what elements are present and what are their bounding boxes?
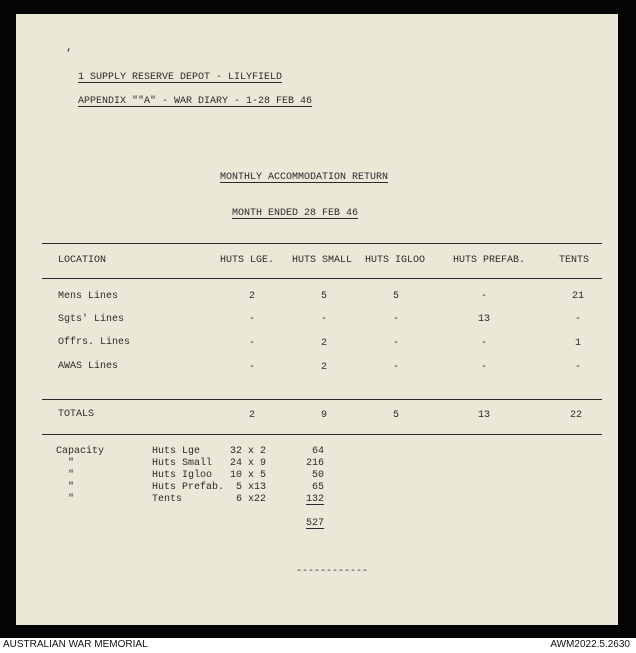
header-huts-small: HUTS SMALL: [291, 255, 352, 266]
total-huts-small: 9: [320, 410, 327, 421]
cell-huts-lge: -: [248, 338, 255, 349]
cell-huts-small: 2: [320, 362, 327, 373]
cell-huts-lge: -: [248, 362, 255, 373]
catalogue-id: AWM2022.5.2630: [550, 639, 630, 650]
row-location: AWAS Lines: [58, 361, 119, 372]
header-huts-igloo: HUTS IGLOO: [364, 255, 425, 266]
capacity-value: 64: [311, 446, 324, 457]
month-subtitle: MONTH ENDED 28 FEB 46: [232, 208, 359, 219]
header-location: LOCATION: [58, 255, 107, 266]
cell-huts-igloo: -: [392, 314, 399, 325]
cell-huts-small: 5: [320, 291, 327, 302]
cell-tents: -: [574, 362, 581, 373]
header-huts-lge: HUTS LGE.: [219, 255, 274, 266]
totals-label: TOTALS: [58, 409, 95, 420]
capacity-total: 527: [305, 518, 324, 529]
totals-bottom-rule: [42, 434, 602, 435]
appendix-heading: APPENDIX ""A" - WAR DIARY - 1-28 FEB 46: [78, 96, 313, 107]
ditto-mark: ": [68, 470, 75, 481]
capacity-calc: 6 x22: [235, 494, 266, 505]
capacity-type: Huts Igloo: [152, 470, 213, 481]
institution-name: AUSTRALIAN WAR MEMORIAL: [3, 639, 148, 650]
capacity-type: Tents: [152, 494, 183, 505]
cell-huts-igloo: 5: [392, 291, 399, 302]
ditto-mark: ": [68, 482, 75, 493]
total-tents: 22: [569, 410, 582, 421]
capacity-value: 132: [305, 494, 324, 505]
total-huts-igloo: 5: [392, 410, 399, 421]
totals-top-rule: [42, 399, 602, 400]
table-top-rule: [42, 243, 602, 244]
row-location: Mens Lines: [58, 291, 119, 302]
cell-huts-prefab: 13: [477, 314, 490, 325]
capacity-type: Huts Small: [152, 458, 213, 469]
cell-huts-prefab: -: [480, 362, 487, 373]
cell-huts-small: 2: [320, 338, 327, 349]
row-location: Offrs. Lines: [58, 337, 131, 348]
header-huts-prefab: HUTS PREFAB.: [452, 255, 525, 266]
cell-huts-igloo: -: [392, 338, 399, 349]
archive-footer: [0, 638, 636, 653]
capacity-calc: 24 x 9: [229, 458, 266, 469]
ditto-mark: ": [68, 458, 75, 469]
total-huts-prefab: 13: [477, 410, 490, 421]
total-huts-lge: 2: [248, 410, 255, 421]
table-header-rule: [42, 278, 602, 279]
capacity-value: 50: [311, 470, 324, 481]
return-title: MONTHLY ACCOMMODATION RETURN: [220, 172, 389, 183]
capacity-calc: 10 x 5: [229, 470, 266, 481]
cell-huts-lge: 2: [248, 291, 255, 302]
cell-tents: 1: [574, 338, 581, 349]
depot-heading: 1 SUPPLY RESERVE DEPOT - LILYFIELD: [78, 72, 283, 83]
cell-huts-prefab: -: [480, 291, 487, 302]
ditto-mark: ": [68, 494, 75, 505]
capacity-calc: 5 x13: [235, 482, 266, 493]
cell-huts-igloo: -: [392, 362, 399, 373]
cell-huts-lge: -: [248, 314, 255, 325]
cell-huts-prefab: -: [480, 338, 487, 349]
row-location: Sgts' Lines: [58, 314, 125, 325]
stray-mark: ,: [66, 42, 73, 54]
capacity-value: 65: [311, 482, 324, 493]
cell-huts-small: -: [320, 314, 327, 325]
capacity-label: Capacity: [56, 446, 105, 457]
capacity-type: Huts Lge: [152, 446, 201, 457]
end-mark: ------------: [296, 566, 369, 577]
capacity-value: 216: [305, 458, 324, 469]
header-tents: TENTS: [558, 255, 589, 266]
cell-tents: -: [574, 314, 581, 325]
capacity-calc: 32 x 2: [229, 446, 266, 457]
cell-tents: 21: [571, 291, 584, 302]
capacity-type: Huts Prefab.: [152, 482, 225, 493]
